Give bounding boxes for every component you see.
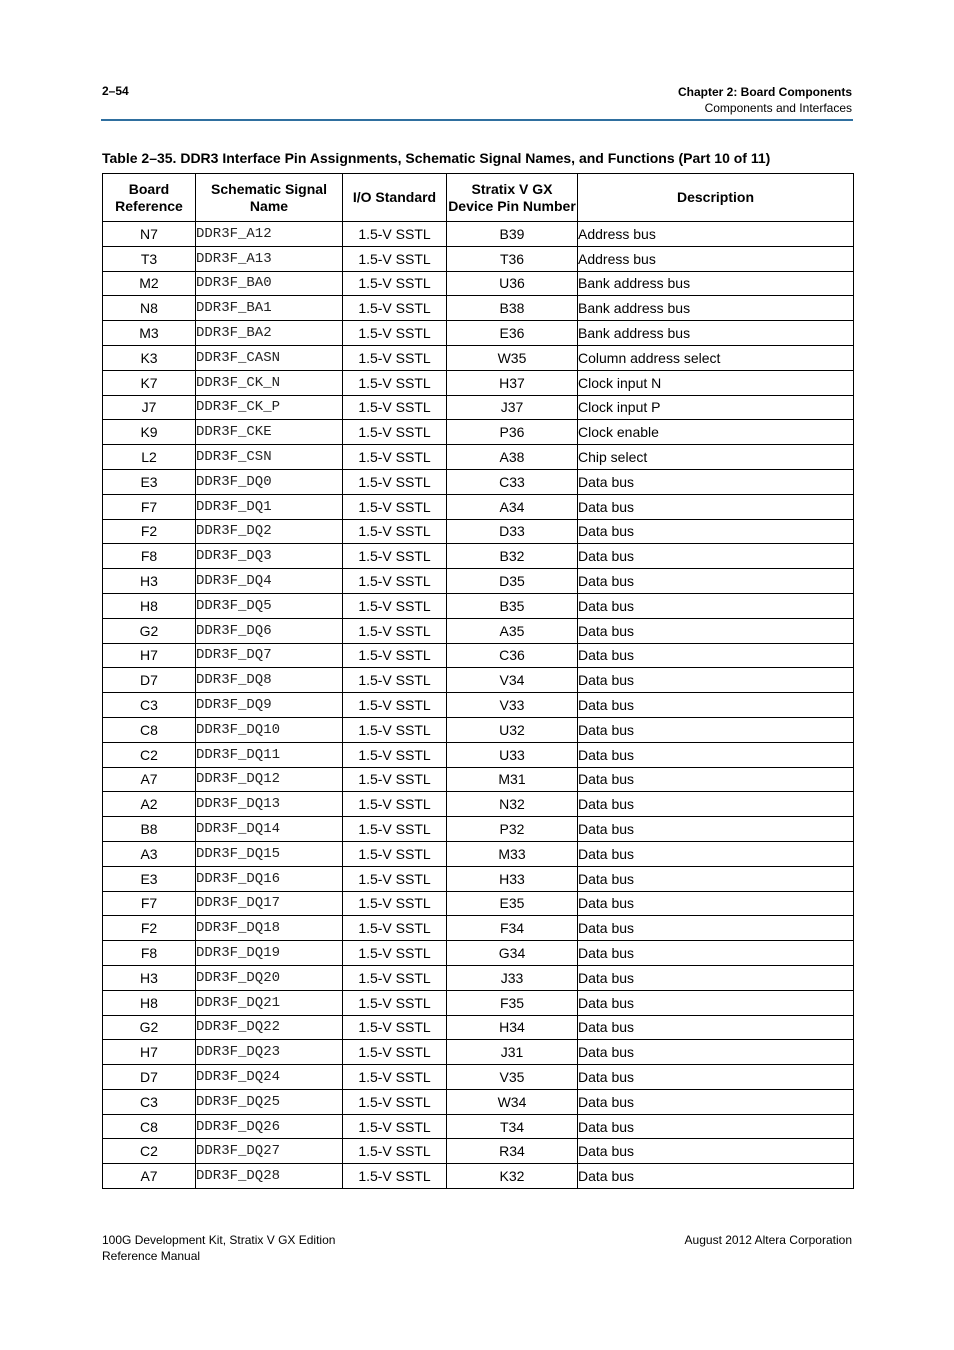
description-cell: Bank address bus	[578, 271, 854, 296]
description-cell: Data bus	[578, 891, 854, 916]
device-pin-cell: C33	[447, 469, 578, 494]
description-cell: Bank address bus	[578, 321, 854, 346]
table-row	[103, 469, 854, 494]
board-reference-cell: H7	[103, 643, 196, 668]
column-header-line: Stratix V GX	[471, 180, 553, 197]
io-standard-cell: 1.5-V SSTL	[343, 593, 447, 618]
signal-name-cell: DDR3F_CSN	[196, 445, 343, 470]
signal-name-cell: DDR3F_DQ7	[196, 643, 343, 668]
table-row	[103, 370, 854, 395]
signal-name-cell: DDR3F_DQ20	[196, 965, 343, 990]
description-cell: Data bus	[578, 469, 854, 494]
table-row	[103, 841, 854, 866]
device-pin-cell: U36	[447, 271, 578, 296]
device-pin-cell: P36	[447, 420, 578, 445]
table-body	[103, 222, 854, 1189]
column-header-line: I/O Standard	[352, 189, 437, 205]
signal-name-cell: DDR3F_CK_N	[196, 370, 343, 395]
table-row	[103, 345, 854, 370]
io-standard-cell: 1.5-V SSTL	[343, 916, 447, 941]
device-pin-cell: W35	[447, 345, 578, 370]
table-row	[103, 519, 854, 544]
board-reference-cell: C8	[103, 717, 196, 742]
signal-name-cell: DDR3F_DQ14	[196, 817, 343, 842]
device-pin-cell: D33	[447, 519, 578, 544]
io-standard-cell: 1.5-V SSTL	[343, 345, 447, 370]
description-cell: Data bus	[578, 1114, 854, 1139]
device-pin-cell: D35	[447, 569, 578, 594]
document-title: 100G Development Kit, Stratix V GX Edition	[102, 1233, 336, 1247]
device-pin-cell: V35	[447, 1065, 578, 1090]
io-standard-cell: 1.5-V SSTL	[343, 693, 447, 718]
io-standard-cell: 1.5-V SSTL	[343, 891, 447, 916]
signal-name-cell: DDR3F_DQ3	[196, 544, 343, 569]
signal-name-cell: DDR3F_DQ17	[196, 891, 343, 916]
board-reference-cell: A3	[103, 841, 196, 866]
table-row	[103, 395, 854, 420]
table-row	[103, 1164, 854, 1189]
device-pin-cell: A34	[447, 494, 578, 519]
signal-name-cell: DDR3F_BA1	[196, 296, 343, 321]
table-row	[103, 420, 854, 445]
device-pin-cell: F34	[447, 916, 578, 941]
device-pin-cell: C36	[447, 643, 578, 668]
io-standard-cell: 1.5-V SSTL	[343, 544, 447, 569]
board-reference-cell: G2	[103, 1015, 196, 1040]
device-pin-cell: U32	[447, 717, 578, 742]
board-reference-cell: F8	[103, 941, 196, 966]
device-pin-cell: V33	[447, 693, 578, 718]
device-pin-cell: W34	[447, 1089, 578, 1114]
description-cell: Data bus	[578, 1139, 854, 1164]
description-cell: Data bus	[578, 693, 854, 718]
header-rule	[101, 119, 853, 121]
description-cell: Data bus	[578, 717, 854, 742]
device-pin-cell: J37	[447, 395, 578, 420]
description-cell: Clock input P	[578, 395, 854, 420]
device-pin-cell: R34	[447, 1139, 578, 1164]
io-standard-cell: 1.5-V SSTL	[343, 965, 447, 990]
pin-assignment-table	[102, 173, 854, 1189]
footer-right: August 2012 Altera Corporation	[684, 1233, 852, 1247]
table-row	[103, 817, 854, 842]
io-standard-cell: 1.5-V SSTL	[343, 395, 447, 420]
table-row	[103, 445, 854, 470]
io-standard-cell: 1.5-V SSTL	[343, 420, 447, 445]
io-standard-cell: 1.5-V SSTL	[343, 817, 447, 842]
signal-name-cell: DDR3F_DQ4	[196, 569, 343, 594]
description-cell: Clock input N	[578, 370, 854, 395]
description-cell: Column address select	[578, 345, 854, 370]
device-pin-cell: H33	[447, 866, 578, 891]
board-reference-cell: E3	[103, 866, 196, 891]
description-cell: Data bus	[578, 1065, 854, 1090]
signal-name-cell: DDR3F_DQ1	[196, 494, 343, 519]
description-cell: Data bus	[578, 1164, 854, 1189]
description-cell: Data bus	[578, 494, 854, 519]
signal-name-cell: DDR3F_A12	[196, 222, 343, 247]
board-reference-cell: G2	[103, 618, 196, 643]
signal-name-cell: DDR3F_BA0	[196, 271, 343, 296]
device-pin-cell: E35	[447, 891, 578, 916]
table-row	[103, 717, 854, 742]
signal-name-cell: DDR3F_DQ26	[196, 1114, 343, 1139]
board-reference-cell: H8	[103, 593, 196, 618]
device-pin-cell: T34	[447, 1114, 578, 1139]
table-caption: Table 2–35. DDR3 Interface Pin Assignments, Schematic Signal Names, and Functions (Part 10 of 11)	[102, 150, 771, 166]
io-standard-cell: 1.5-V SSTL	[343, 941, 447, 966]
signal-name-cell: DDR3F_DQ8	[196, 668, 343, 693]
signal-name-cell: DDR3F_DQ12	[196, 767, 343, 792]
signal-name-cell: DDR3F_DQ27	[196, 1139, 343, 1164]
signal-name-cell: DDR3F_DQ28	[196, 1164, 343, 1189]
io-standard-cell: 1.5-V SSTL	[343, 246, 447, 271]
description-cell: Address bus	[578, 246, 854, 271]
description-cell: Data bus	[578, 519, 854, 544]
chapter-title: Chapter 2: Board Components	[677, 85, 852, 99]
io-standard-cell: 1.5-V SSTL	[343, 742, 447, 767]
table-row	[103, 618, 854, 643]
board-reference-cell: K3	[103, 345, 196, 370]
description-cell: Data bus	[578, 569, 854, 594]
board-reference-cell: H7	[103, 1040, 196, 1065]
table-header-row	[103, 174, 854, 222]
board-reference-cell: H8	[103, 990, 196, 1015]
description-cell: Clock enable	[578, 420, 854, 445]
io-standard-cell: 1.5-V SSTL	[343, 519, 447, 544]
board-reference-cell: K7	[103, 370, 196, 395]
board-reference-cell: C2	[103, 742, 196, 767]
footer-left	[102, 1232, 335, 1264]
column-header-line: Schematic Signal	[211, 180, 327, 197]
device-pin-cell: B39	[447, 222, 578, 247]
device-pin-cell: K32	[447, 1164, 578, 1189]
table-row	[103, 222, 854, 247]
board-reference-cell: C8	[103, 1114, 196, 1139]
io-standard-cell: 1.5-V SSTL	[343, 866, 447, 891]
signal-name-cell: DDR3F_DQ16	[196, 866, 343, 891]
signal-name-cell: DDR3F_BA2	[196, 321, 343, 346]
description-cell: Data bus	[578, 841, 854, 866]
device-pin-cell: G34	[447, 941, 578, 966]
table-row	[103, 296, 854, 321]
table-row	[103, 593, 854, 618]
description-cell: Data bus	[578, 767, 854, 792]
description-cell: Chip select	[578, 445, 854, 470]
device-pin-cell: N32	[447, 792, 578, 817]
board-reference-cell: L2	[103, 445, 196, 470]
table-row	[103, 965, 854, 990]
io-standard-cell: 1.5-V SSTL	[343, 321, 447, 346]
signal-name-cell: DDR3F_DQ23	[196, 1040, 343, 1065]
board-reference-cell: F2	[103, 519, 196, 544]
board-reference-cell: A7	[103, 767, 196, 792]
column-header-board-reference	[103, 174, 196, 222]
table-row	[103, 494, 854, 519]
column-header-line: Reference	[115, 197, 183, 214]
table-row	[103, 990, 854, 1015]
column-header-line: Description	[676, 189, 754, 205]
table-row	[103, 1089, 854, 1114]
io-standard-cell: 1.5-V SSTL	[343, 767, 447, 792]
description-cell: Bank address bus	[578, 296, 854, 321]
io-standard-cell: 1.5-V SSTL	[343, 569, 447, 594]
io-standard-cell: 1.5-V SSTL	[343, 1089, 447, 1114]
table-row	[103, 916, 854, 941]
device-pin-cell: M31	[447, 767, 578, 792]
io-standard-cell: 1.5-V SSTL	[343, 1114, 447, 1139]
table-row	[103, 742, 854, 767]
column-header-description	[578, 174, 854, 222]
board-reference-cell: N8	[103, 296, 196, 321]
io-standard-cell: 1.5-V SSTL	[343, 841, 447, 866]
description-cell: Data bus	[578, 916, 854, 941]
board-reference-cell: J7	[103, 395, 196, 420]
signal-name-cell: DDR3F_DQ24	[196, 1065, 343, 1090]
description-cell: Data bus	[578, 668, 854, 693]
board-reference-cell: D7	[103, 668, 196, 693]
board-reference-cell: K9	[103, 420, 196, 445]
signal-name-cell: DDR3F_DQ9	[196, 693, 343, 718]
board-reference-cell: A2	[103, 792, 196, 817]
io-standard-cell: 1.5-V SSTL	[343, 445, 447, 470]
column-header-line: Device Pin Number	[448, 197, 576, 214]
column-header-line: Board	[128, 180, 170, 197]
table-row	[103, 668, 854, 693]
table-row	[103, 941, 854, 966]
signal-name-cell: DDR3F_DQ6	[196, 618, 343, 643]
device-pin-cell: J33	[447, 965, 578, 990]
description-cell: Data bus	[578, 792, 854, 817]
io-standard-cell: 1.5-V SSTL	[343, 618, 447, 643]
signal-name-cell: DDR3F_DQ18	[196, 916, 343, 941]
table-row	[103, 643, 854, 668]
board-reference-cell: D7	[103, 1065, 196, 1090]
description-cell: Data bus	[578, 1040, 854, 1065]
description-cell: Data bus	[578, 593, 854, 618]
description-cell: Address bus	[578, 222, 854, 247]
signal-name-cell: DDR3F_DQ19	[196, 941, 343, 966]
running-header	[678, 84, 852, 116]
device-pin-cell: B38	[447, 296, 578, 321]
table-row	[103, 569, 854, 594]
document-type: Reference Manual	[102, 1249, 201, 1263]
table-row	[103, 1139, 854, 1164]
device-pin-cell: B35	[447, 593, 578, 618]
board-reference-cell: H3	[103, 569, 196, 594]
device-pin-cell: U33	[447, 742, 578, 767]
description-cell: Data bus	[578, 965, 854, 990]
signal-name-cell: DDR3F_A13	[196, 246, 343, 271]
table-row	[103, 891, 854, 916]
board-reference-cell: F7	[103, 891, 196, 916]
description-cell: Data bus	[578, 866, 854, 891]
signal-name-cell: DDR3F_DQ0	[196, 469, 343, 494]
board-reference-cell: F8	[103, 544, 196, 569]
description-cell: Data bus	[578, 1089, 854, 1114]
io-standard-cell: 1.5-V SSTL	[343, 1164, 447, 1189]
table-row	[103, 1065, 854, 1090]
table-row	[103, 693, 854, 718]
device-pin-cell: M33	[447, 841, 578, 866]
device-pin-cell: P32	[447, 817, 578, 842]
column-header-device-pin-number	[447, 174, 578, 222]
signal-name-cell: DDR3F_DQ21	[196, 990, 343, 1015]
io-standard-cell: 1.5-V SSTL	[343, 222, 447, 247]
table-row	[103, 1040, 854, 1065]
io-standard-cell: 1.5-V SSTL	[343, 668, 447, 693]
board-reference-cell: B8	[103, 817, 196, 842]
board-reference-cell: N7	[103, 222, 196, 247]
table-row	[103, 866, 854, 891]
table-row	[103, 544, 854, 569]
description-cell: Data bus	[578, 1015, 854, 1040]
board-reference-cell: F2	[103, 916, 196, 941]
io-standard-cell: 1.5-V SSTL	[343, 1139, 447, 1164]
io-standard-cell: 1.5-V SSTL	[343, 494, 447, 519]
device-pin-cell: H34	[447, 1015, 578, 1040]
section-title: Components and Interfaces	[704, 101, 852, 115]
board-reference-cell: M3	[103, 321, 196, 346]
description-cell: Data bus	[578, 544, 854, 569]
device-pin-cell: B32	[447, 544, 578, 569]
io-standard-cell: 1.5-V SSTL	[343, 271, 447, 296]
page-number: 2–54	[102, 84, 129, 98]
signal-name-cell: DDR3F_DQ11	[196, 742, 343, 767]
io-standard-cell: 1.5-V SSTL	[343, 370, 447, 395]
signal-name-cell: DDR3F_DQ2	[196, 519, 343, 544]
signal-name-cell: DDR3F_DQ10	[196, 717, 343, 742]
signal-name-cell: DDR3F_DQ13	[196, 792, 343, 817]
io-standard-cell: 1.5-V SSTL	[343, 643, 447, 668]
device-pin-cell: A38	[447, 445, 578, 470]
board-reference-cell: T3	[103, 246, 196, 271]
io-standard-cell: 1.5-V SSTL	[343, 990, 447, 1015]
io-standard-cell: 1.5-V SSTL	[343, 792, 447, 817]
board-reference-cell: H3	[103, 965, 196, 990]
board-reference-cell: C3	[103, 693, 196, 718]
description-cell: Data bus	[578, 817, 854, 842]
table-row	[103, 246, 854, 271]
table-row	[103, 767, 854, 792]
board-reference-cell: F7	[103, 494, 196, 519]
board-reference-cell: C3	[103, 1089, 196, 1114]
description-cell: Data bus	[578, 742, 854, 767]
io-standard-cell: 1.5-V SSTL	[343, 1015, 447, 1040]
signal-name-cell: DDR3F_CK_P	[196, 395, 343, 420]
board-reference-cell: M2	[103, 271, 196, 296]
description-cell: Data bus	[578, 643, 854, 668]
table-row	[103, 271, 854, 296]
column-header-io-standard	[343, 174, 447, 222]
description-cell: Data bus	[578, 618, 854, 643]
device-pin-cell: T36	[447, 246, 578, 271]
signal-name-cell: DDR3F_DQ25	[196, 1089, 343, 1114]
device-pin-cell: E36	[447, 321, 578, 346]
device-pin-cell: J31	[447, 1040, 578, 1065]
device-pin-cell: H37	[447, 370, 578, 395]
signal-name-cell: DDR3F_DQ22	[196, 1015, 343, 1040]
table-row	[103, 792, 854, 817]
device-pin-cell: A35	[447, 618, 578, 643]
description-cell: Data bus	[578, 990, 854, 1015]
io-standard-cell: 1.5-V SSTL	[343, 717, 447, 742]
signal-name-cell: DDR3F_DQ5	[196, 593, 343, 618]
signal-name-cell: DDR3F_CKE	[196, 420, 343, 445]
io-standard-cell: 1.5-V SSTL	[343, 1065, 447, 1090]
io-standard-cell: 1.5-V SSTL	[343, 296, 447, 321]
io-standard-cell: 1.5-V SSTL	[343, 469, 447, 494]
column-header-line: Name	[249, 197, 289, 214]
board-reference-cell: E3	[103, 469, 196, 494]
io-standard-cell: 1.5-V SSTL	[343, 1040, 447, 1065]
description-cell: Data bus	[578, 941, 854, 966]
board-reference-cell: A7	[103, 1164, 196, 1189]
board-reference-cell: C2	[103, 1139, 196, 1164]
table-row	[103, 1015, 854, 1040]
table-row	[103, 321, 854, 346]
column-header-schematic-signal-name	[196, 174, 343, 222]
device-pin-cell: V34	[447, 668, 578, 693]
signal-name-cell: DDR3F_DQ15	[196, 841, 343, 866]
signal-name-cell: DDR3F_CASN	[196, 345, 343, 370]
device-pin-cell: F35	[447, 990, 578, 1015]
table-row	[103, 1114, 854, 1139]
